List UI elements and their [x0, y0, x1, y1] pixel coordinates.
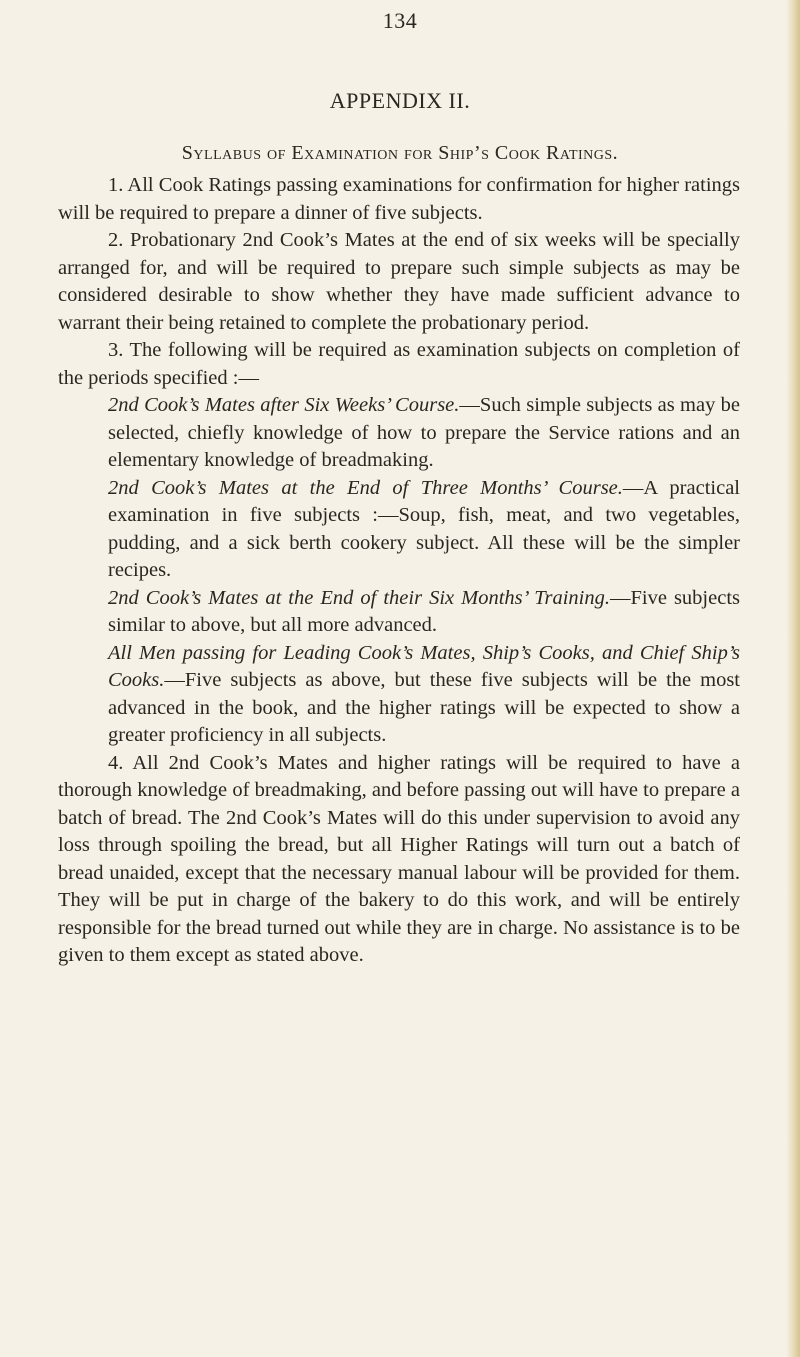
course-heading: 2nd Cook’s Mates at the End of Three Months’ Course.: [108, 476, 623, 499]
syllabus-title: Syllabus of Examination for Ship’s Cook Ratings.: [181, 142, 619, 164]
page-edge: [786, 0, 800, 1357]
course-text: —Five subjects as above, but these five subjects will be the most advanced in the book, and the higher ratings will be expected to show a greater proficiency in all subjects.: [108, 669, 740, 746]
course-item: [58, 640, 740, 750]
course-heading: 2nd Cook’s Mates at the End of their Six Months’ Training.: [108, 586, 610, 609]
page-number: 134: [382, 8, 418, 33]
appendix-title: APPENDIX II.: [329, 88, 471, 113]
course-text: —Five subjects similar to above, but all more advanced.: [108, 586, 740, 636]
paragraph-4: 4. All 2nd Cook’s Mates and higher ratings will be required to have a thorough knowledge of breadmaking, and before passing out will have to prepare a batch of bread. The 2nd Cook’s Mates will do this under supervision to avoid any loss through spoiling the bread, but all Higher Ratings will turn out a batch of bread unaided, except that the necessary manual labour will be provided for them. They will be put in charge of the bakery to do this work, and will be entirely responsible for the bread turned out while they are in charge. No assistance is to be given to them except as stated above.: [58, 751, 740, 966]
paragraph-3: 3. The following will be required as examination subjects on completion of the periods specified :—: [58, 339, 740, 389]
course-heading: 2nd Cook’s Mates after Six Weeks’ Course.: [108, 394, 460, 416]
body-text: [58, 172, 740, 970]
paragraph-2: 2. Probationary 2nd Cook’s Mates at the end of six weeks will be specially arranged for, and will be required to prepare such simple subjects as may be considered desirable to show whether they have made sufficient advance to warrant their being retained to complete the probationary period.: [58, 229, 740, 334]
paragraph-1: 1. All Cook Ratings passing examinations for confirmation for higher ratings will be required to prepare a dinner of five subjects.: [58, 174, 740, 224]
course-text: —Such simple subjects as may be selected, chiefly knowledge of how to prepare the Service rations and an elementary knowledge of breadmaking.: [108, 394, 741, 471]
course-item: [58, 475, 740, 585]
course-item: [58, 392, 740, 475]
course-item: [58, 585, 740, 640]
course-heading: All Men passing for Leading Cook’s Mates, Ship’s Cooks, and Chief Ship’s Cooks.: [108, 641, 740, 691]
course-text: —A practical examination in five subjects :—Soup, fish, meat, and two vegetables, pudding, and a sick berth cookery subject. All these will be the simpler recipes.: [108, 476, 740, 581]
